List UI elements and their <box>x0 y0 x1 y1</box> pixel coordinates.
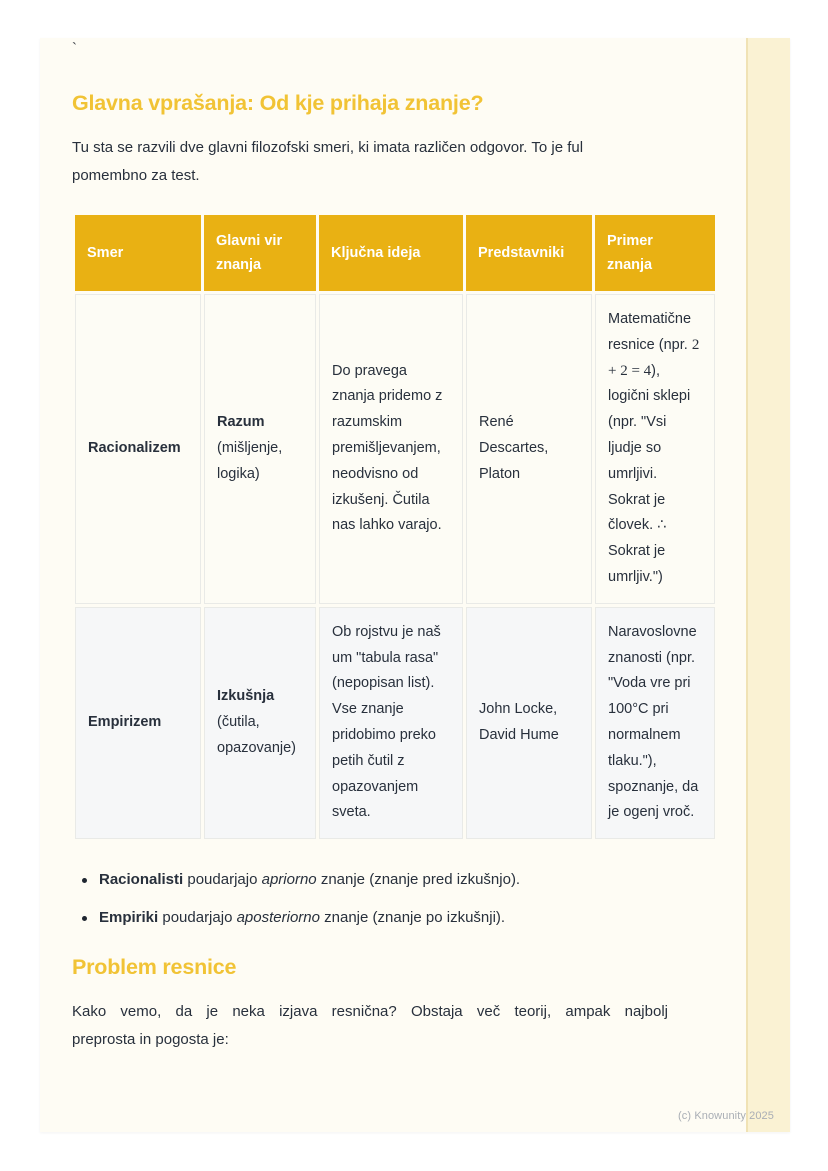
document-card <box>40 38 790 1132</box>
bullet-emphasis: aposteriorno <box>236 909 320 927</box>
document-content <box>40 38 790 1054</box>
bullet-dot-icon <box>82 878 87 883</box>
math-expression: 2 + 2 = 4 <box>608 336 700 379</box>
intro-paragraph <box>72 134 758 190</box>
truth-line-2: preprosta in pogosta je: <box>72 1031 229 1049</box>
bullet-rest: znanje (znanje po izkušnji). <box>319 909 506 927</box>
column-header-primer-znanja: Primer znanja <box>595 215 715 291</box>
cell-vir-empirizem <box>204 607 316 839</box>
cell-smer-empirizem <box>75 607 201 839</box>
cell-primer-racionalizem <box>595 294 715 604</box>
bullet-text <box>99 906 505 930</box>
truth-paragraph <box>72 998 668 1054</box>
bullet-term: Empiriki <box>99 909 159 927</box>
table-header-row <box>75 215 715 291</box>
list-item-empiriki <box>82 906 758 930</box>
smer-label: Racionalizem <box>88 439 181 456</box>
column-header-smer: Smer <box>75 215 201 291</box>
table-row-empirizem <box>75 607 715 839</box>
cell-ideja-empirizem: Ob rojstvu je naš um "tabula rasa" (nepopisan list). Vse znanje pridobimo preko petih čutil z opazovanjem sveta. <box>319 607 463 839</box>
summary-bullet-list <box>72 868 758 930</box>
vir-main: Razum <box>217 414 265 431</box>
bullet-text <box>99 868 520 892</box>
intro-line-2: pomembno za test. <box>72 167 200 184</box>
bullet-rest: znanje (znanje pred izkušnjo). <box>316 871 521 889</box>
bullet-dot-icon <box>82 916 87 921</box>
cell-vir-racionalizem <box>204 294 316 604</box>
bullet-emphasis: apriorno <box>261 871 317 889</box>
vir-detail: (čutila, opazovanje) <box>217 714 296 756</box>
section-heading-knowledge: Glavna vprašanja: Od kje prihaja znanje? <box>72 91 484 115</box>
vir-detail: (mišljenje, logika) <box>217 439 283 482</box>
primer-text-pre: Matematične resnice (npr. <box>608 311 692 353</box>
bullet-term: Racionalisti <box>99 871 184 889</box>
smer-label: Empirizem <box>88 714 162 731</box>
section-heading-truth: Problem resnice <box>72 955 237 980</box>
bullet-mid: poudarjajo <box>158 909 237 927</box>
primer-text-pre: Naravoslovne znanosti (npr. "Voda vre pri 100°C pri normalnem tlaku."), spoznanje, da je ogenj vroč. <box>608 623 699 821</box>
table-row-racionalizem <box>75 294 715 604</box>
copyright-footer: (c) Knowunity 2025 <box>678 1110 774 1122</box>
column-header-predstavniki: Predstavniki <box>466 215 592 291</box>
cell-ideja-racionalizem: Do pravega znanja pridemo z razumskim premišljevanjem, neodvisno od izkušenj. Čutila nas lahko varajo. <box>319 294 463 604</box>
cell-primer-empirizem <box>595 607 715 839</box>
vir-main: Izkušnja <box>217 688 275 705</box>
truth-line-1: Kako vemo, da je neka izjava resnična? Obstaja več teorij, ampak najbolj <box>72 1003 668 1021</box>
column-header-kljucna-ideja: Ključna ideja <box>319 215 463 291</box>
column-header-glavni-vir: Glavni vir znanja <box>204 215 316 291</box>
cell-smer-racionalizem <box>75 294 201 604</box>
bullet-mid: poudarjajo <box>183 871 262 889</box>
list-item-racionalisti <box>82 868 758 892</box>
stray-backtick-text: ` <box>72 40 77 57</box>
cell-predstavniki-empirizem: John Locke, David Hume <box>466 607 592 839</box>
primer-text-post: ), logični sklepi (npr. "Vsi ljudje so umrljivi. Sokrat je človek. ∴ Sokrat je umrljiv.") <box>608 362 691 585</box>
cell-predstavniki-racionalizem: René Descartes, Platon <box>466 294 592 604</box>
intro-line-1: Tu sta se razvili dve glavni filozofski smeri, ki imata različen odgovor. To je ful <box>72 139 584 156</box>
philosophy-comparison-table <box>72 212 718 842</box>
